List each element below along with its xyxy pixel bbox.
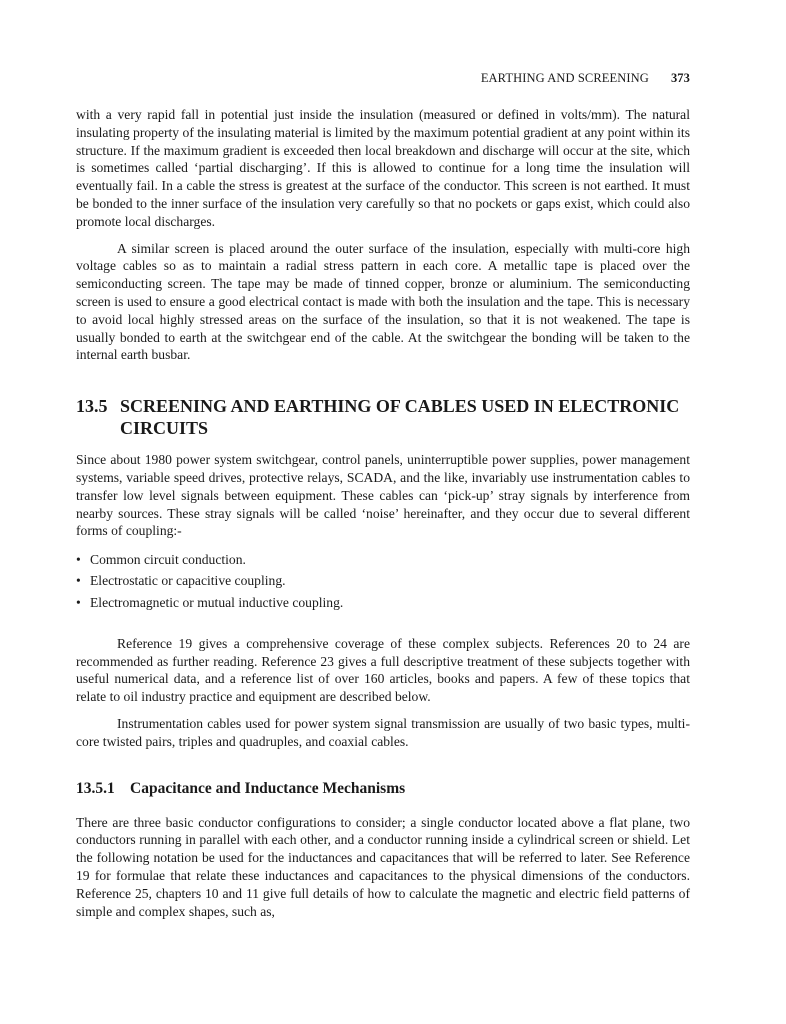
subsection-title: Capacitance and Inductance Mechanisms [130,779,406,797]
list-item [76,570,690,591]
subsection-heading [76,779,690,798]
list-item [76,549,690,570]
list-item-text: Common circuit conduction. [90,552,246,568]
paragraph-references: Reference 19 gives a comprehensive coverage of these complex subjects. References 20 to 24 are recommended as further reading. Reference 23 gives a full descriptive treatment of these subjects together with useful numerical data, and a reference list of over 160 articles, books and papers. A few of these topics that relate to oil industry practice and equipment are described below. [76,635,690,705]
paragraph-configurations: There are three basic conductor configurations to consider; a single conductor located above a flat plane, two conductors running in parallel with each other, and a conductor running inside a cylindrical screen or shield. Let the following notation be used for the inductances and capacitances that will be referred to later. See Reference 19 for formulae that relate these inductances and capacitances to the physical dimensions of the conductors. Reference 25, chapters 10 and 11 give full details of how to calculate the magnetic and electric field patterns of simple and complex shapes, such as, [76,814,690,919]
list-item-text: Electrostatic or capacitive coupling. [90,573,286,589]
bullet-symbol: • [76,594,81,610]
paragraph-cable-types: Instrumentation cables used for power system signal transmission are usually of two basic types, multi-core twisted pairs, triples and quadruples, and coaxial cables. [76,715,690,749]
list-item [76,592,690,613]
section-title: SCREENING AND EARTHING OF CABLES USED IN ELECTRONIC CIRCUITS [120,396,680,439]
section-heading [76,395,690,439]
page-body [76,106,690,920]
paragraph-outer-screen: A similar screen is placed around the outer surface of the insulation, especially with multi-core high voltage cables so as to maintain a radial stress pattern in each core. A metallic tape is placed over the semiconducting screen. The tape may be made of tinned copper, bronze or aluminium. The semiconducting screen is used to ensure a good electrical contact is made with both the insulation and the tape. This is necessary to avoid local highly stressed areas on the surface of the insulation, so that it is not weakened. The tape is usually bonded to earth at the switchgear end of the cable. At the switchgear the bonding will be taken to the internal earth busbar. [76,240,690,363]
page-number: 373 [670,71,690,85]
list-item-text: Electromagnetic or mutual inductive coupling. [90,594,344,610]
paragraph-intro: Since about 1980 power system switchgear, control panels, uninterruptible power supplies, power management systems, variable speed drives, protective relays, SCADA, and the like, invariably use instrumentation cables to transfer low level signals between equipment. These cables can ‘pick-up’ stray signals by interference from nearby sources. These stray signals will be called ‘noise’ hereinafter, and they occur due to several different forms of coupling:- [76,452,690,539]
running-head-title: EARTHING AND SCREENING [480,71,649,85]
coupling-list [76,549,690,613]
paragraph-continued: with a very rapid fall in potential just inside the insulation (measured or defined in volts/mm). The natural insulating property of the insulating material is limited by the maximum potential gradient at any point within its structure. If the maximum gradient is exceeded then local breakdown and discharge will occur at the site, which is sometimes called ‘partial discharging’. If this is allowed to continue for a long time the insulation will eventually fail. In a cable the stress is greatest at the surface of the conductor. This screen is not earthed. It must be bonded to the inner surface of the insulation very carefully so that no pockets or gaps exist, which could also promote local discharges. [76,107,690,229]
bullet-symbol: • [76,573,81,589]
section-number: 13.5 [76,396,108,417]
bullet-symbol: • [76,552,81,568]
subsection-number: 13.5.1 [76,779,115,797]
running-head [76,71,690,86]
